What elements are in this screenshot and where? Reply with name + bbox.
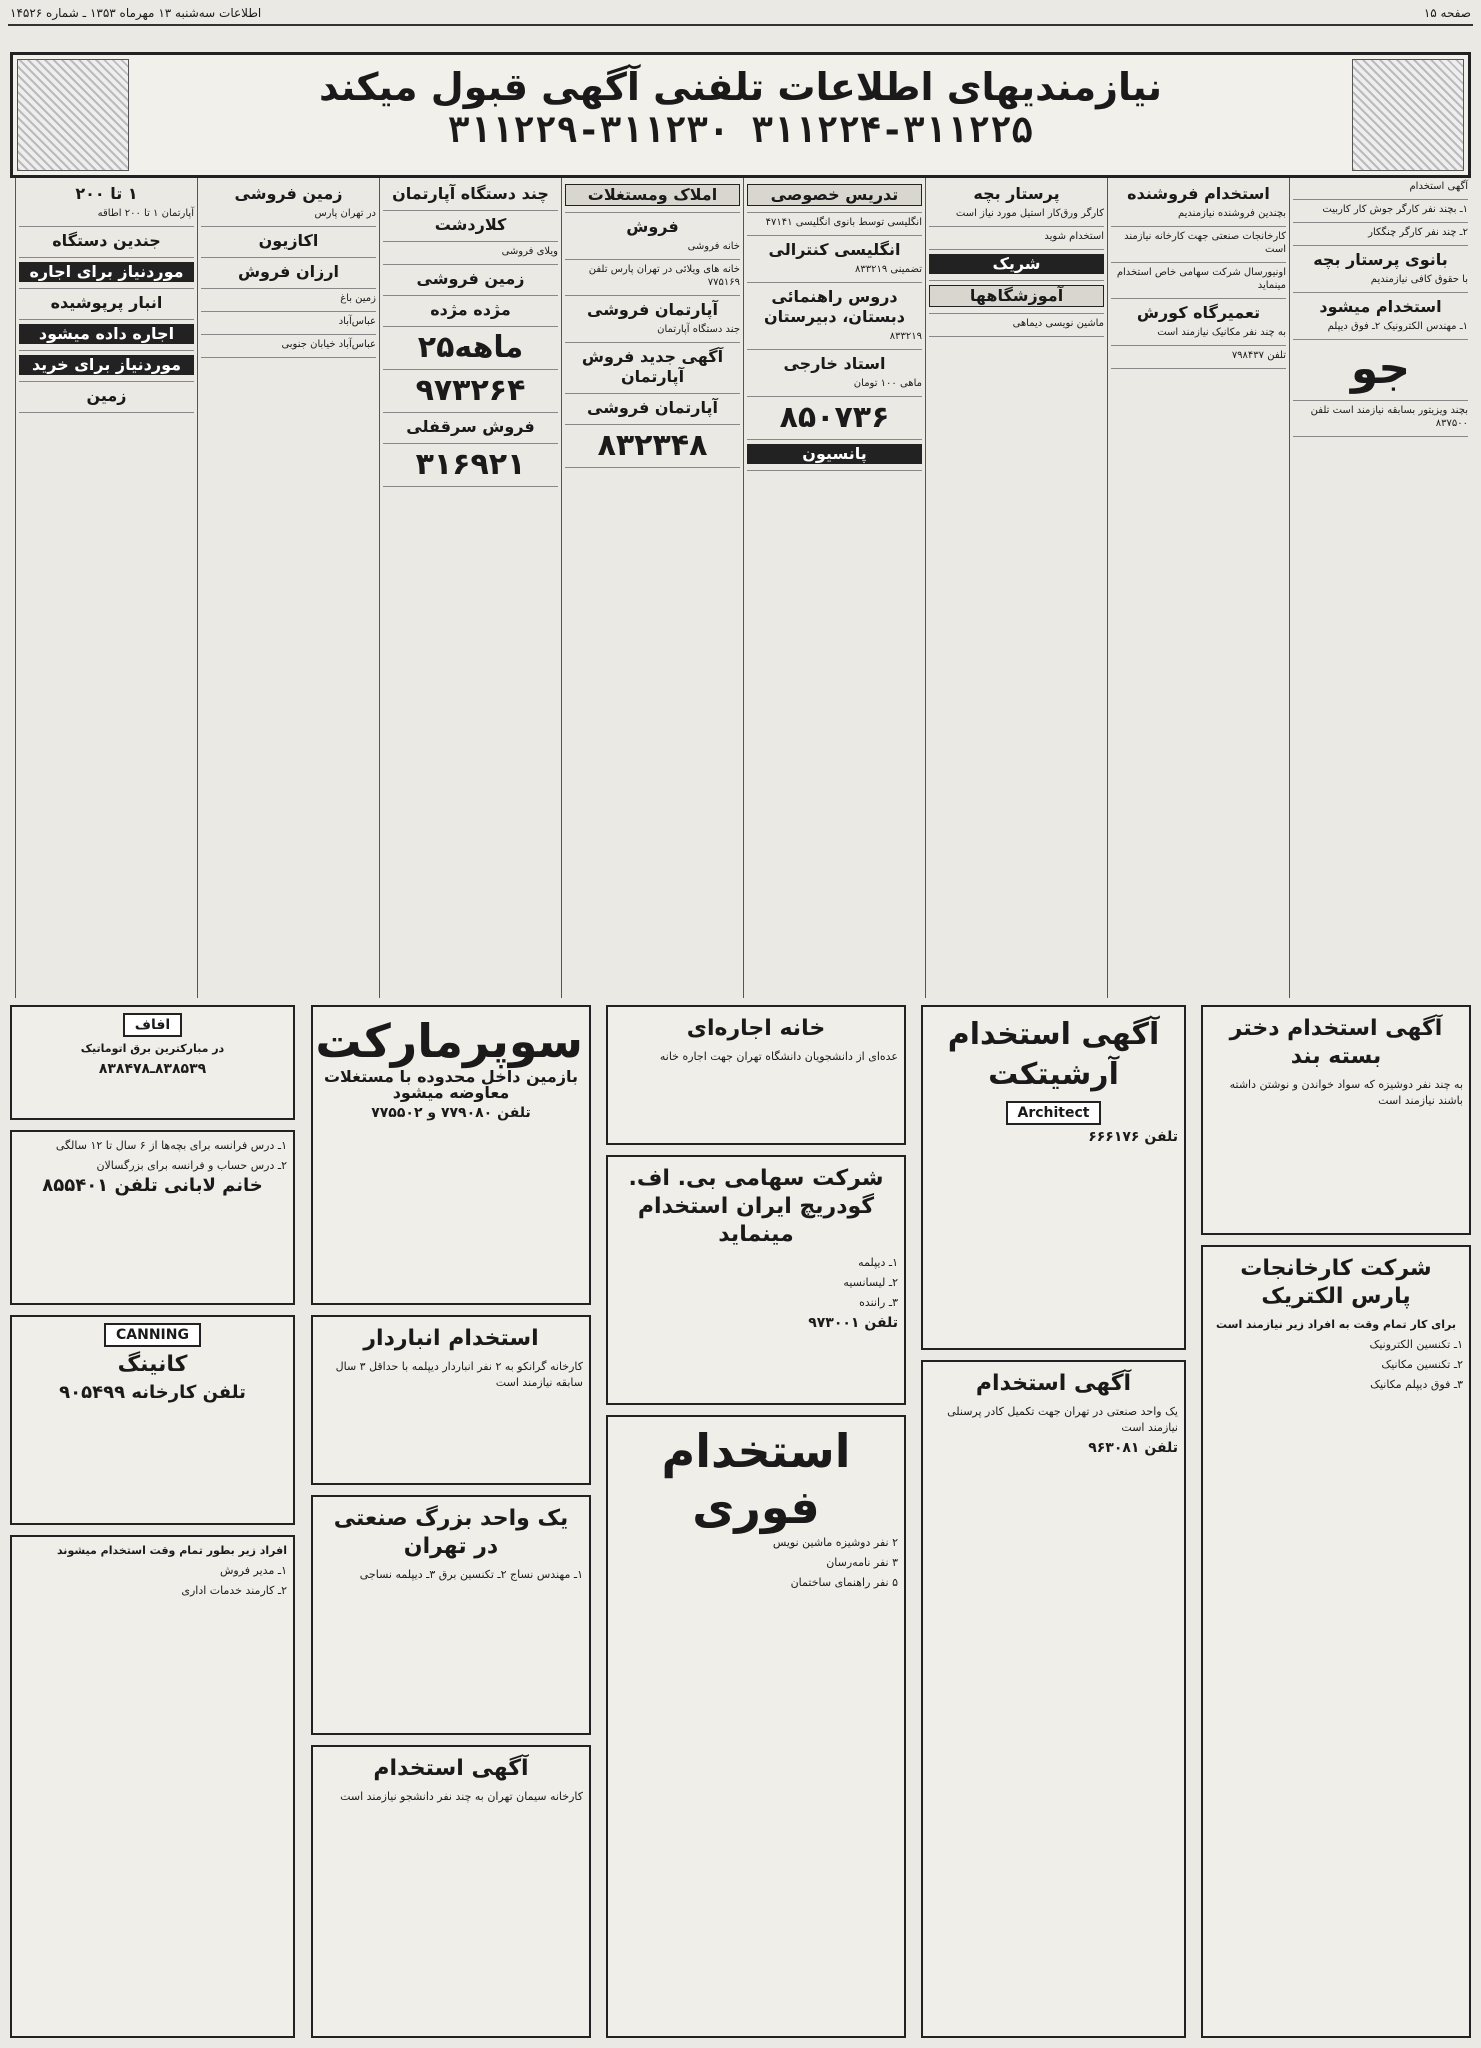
ad-subtitle: برای کار تمام وقت به افراد زیر نیازمند است bbox=[1215, 1318, 1456, 1331]
classified-ad bbox=[929, 230, 1104, 250]
ad-text: ویلای فروشی bbox=[501, 246, 558, 257]
classified-ad bbox=[1111, 303, 1286, 346]
ad-title: استخدام انباردار bbox=[363, 1326, 539, 1351]
ad-text: استخدام شوید bbox=[1044, 231, 1104, 242]
ad-phone: خانم لابانی تلفن ۸۵۵۴۰۱ bbox=[42, 1175, 263, 1196]
classified-ad bbox=[383, 300, 558, 327]
ad-text: آپارتمان ۱ تا ۲۰۰ اطاقه bbox=[97, 208, 194, 219]
ad-heading: تدریس خصوصی bbox=[747, 184, 922, 206]
ad-heading: فروش سرقفلی bbox=[406, 417, 535, 436]
ad-text: آگهی استخدام bbox=[1409, 181, 1468, 192]
ad-text: بازمین داخل محدوده با مستغلات معاوضه میشود bbox=[323, 1067, 579, 1102]
ad-heading: شریک bbox=[929, 254, 1104, 274]
classified-ad bbox=[19, 355, 194, 382]
ad-text: در مبارکترین برق اتوماتیک bbox=[80, 1042, 225, 1055]
hiring-ad-2 bbox=[921, 1360, 1186, 2038]
ad-text: کارخانه سیمان تهران به چند نفر دانشجو نیازمند است bbox=[340, 1790, 583, 1803]
ad-text: عباس‌آباد bbox=[338, 316, 376, 327]
classified-ad bbox=[1293, 344, 1468, 401]
ad-title: خانه اجاره‌ای bbox=[686, 1016, 826, 1041]
classified-ad bbox=[19, 184, 194, 227]
classified-ad bbox=[747, 184, 922, 213]
classified-ad bbox=[747, 240, 922, 283]
ad-text: خانه های ویلائی در تهران پارس تلفن ۷۷۵۱۶۹ bbox=[588, 264, 740, 288]
ad-title: یک واحد بزرگ صنعتی در تهران bbox=[333, 1506, 569, 1559]
staff-list-ad bbox=[10, 1535, 295, 2038]
ad-heading: مژده مژده bbox=[430, 300, 511, 319]
ad-phone: ۸۳۸۵۳۹ـ۸۳۸۴۷۸ bbox=[98, 1061, 207, 1077]
classified-ad bbox=[201, 184, 376, 227]
classified-ad bbox=[201, 338, 376, 358]
ad-heading: جندین دستگاه bbox=[52, 231, 161, 250]
ad-text: عباس‌آباد خیابان جنوبی bbox=[281, 339, 376, 350]
classified-ad bbox=[1293, 180, 1468, 200]
ad-heading: آپارتمان فروشی bbox=[587, 398, 718, 417]
ad-heading: پرستار بچه bbox=[973, 184, 1060, 203]
architect-logo: Architect bbox=[1006, 1101, 1102, 1125]
ad-text: به چند نفر مکانیک نیازمند است bbox=[1157, 327, 1286, 338]
figure-illustration bbox=[17, 59, 129, 171]
ad-text: ماشین نویسی دیماهی bbox=[1012, 318, 1104, 329]
classified-ad bbox=[383, 184, 558, 211]
ad-phone-number: ۳۱۶۹۲۱ bbox=[415, 447, 526, 482]
ad-text: عده‌ای از دانشجویان دانشگاه تهران جهت اجاره خانه bbox=[659, 1050, 898, 1063]
display-ads bbox=[10, 1005, 1471, 2038]
classified-ad bbox=[201, 315, 376, 335]
ad-line: ۲ـ کارمند خدمات اداری bbox=[181, 1584, 287, 1597]
ad-text: ۱ـ بچند نفر کارگر جوش کار کاربیت bbox=[1322, 204, 1468, 215]
ad-text: ۱ـ مهندس نساج ۲ـ تکنسین برق ۳ـ دیپلمه نساجی bbox=[359, 1568, 583, 1581]
classified-column bbox=[379, 178, 561, 998]
ad-heading: آگهی جدید فروش آپارتمان bbox=[581, 347, 724, 386]
ad-text: ۸۳۳۲۱۹ bbox=[889, 331, 922, 342]
ad-heading: زمین فروشی bbox=[234, 184, 343, 203]
ad-title: شرکت کارخانجات پارس الکتریک bbox=[1240, 1256, 1432, 1309]
ad-text: بچندین فروشنده نیازمندیم bbox=[1177, 208, 1286, 219]
urgent-hire-ad bbox=[606, 1415, 906, 2038]
ad-text: جند دستگاه آپارتمان bbox=[657, 324, 740, 335]
ad-text: کارخانه گرانکو به ۲ نفر انباردار دیپلمه با حداقل ۳ سال سابقه نیازمند است bbox=[335, 1360, 583, 1389]
ad-text: کارخانجات صنعتی جهت کارخانه نیازمند است bbox=[1124, 231, 1286, 255]
classified-ad bbox=[1111, 349, 1286, 369]
ad-phone: تلفن ۹۶۳۰۸۱ bbox=[1088, 1440, 1178, 1456]
ad-heading: استخدام فروشنده bbox=[1127, 184, 1270, 203]
classified-ad bbox=[1293, 250, 1468, 293]
banner-headline bbox=[153, 65, 1328, 153]
ad-heading: ارزان فروش bbox=[237, 262, 340, 281]
ad-heading: آپارتمان فروشی bbox=[587, 300, 718, 319]
classified-ad bbox=[1293, 226, 1468, 246]
ad-heading: چند دستگاه آپارتمان bbox=[392, 184, 549, 203]
ad-title: آگهی استخدام آرشیتکت bbox=[947, 1017, 1160, 1092]
classified-ad bbox=[747, 354, 922, 397]
girl-packer-ad bbox=[1201, 1005, 1471, 1235]
classified-ad bbox=[1111, 230, 1286, 263]
classified-ad bbox=[383, 330, 558, 370]
ad-title: استخدام فوری bbox=[661, 1424, 851, 1534]
ad-text: به چند نفر دوشیزه که سواد خواندن و نوشتن داشته باشند نیازمند است bbox=[1229, 1078, 1463, 1107]
ad-heading: آموزشگاهها bbox=[929, 285, 1104, 307]
classified-ad bbox=[383, 447, 558, 487]
classified-column bbox=[925, 178, 1107, 998]
classified-ad bbox=[19, 293, 194, 320]
ad-heading: بانوی پرستار بچه bbox=[1313, 250, 1448, 269]
rental-ad bbox=[606, 1005, 906, 1145]
classified-ad bbox=[565, 263, 740, 296]
ad-title: آگهی استخدام bbox=[975, 1371, 1132, 1396]
classified-ad bbox=[747, 287, 922, 350]
ad-line: ۳ نفر نامه‌رسان bbox=[826, 1556, 898, 1569]
masthead-rule bbox=[8, 24, 1473, 26]
ad-heading: دروس راهنمائی دبستان، دبیرستان bbox=[764, 287, 905, 326]
ad-phone-number: ۲۵ماهه bbox=[417, 330, 524, 365]
classified-column bbox=[15, 178, 197, 998]
architect-ad bbox=[921, 1005, 1186, 1350]
storekeeper-ad bbox=[311, 1315, 591, 1485]
classified-ad bbox=[747, 444, 922, 471]
ad-heading: اکازیون bbox=[258, 231, 319, 250]
classified-ad bbox=[565, 217, 740, 260]
ad-heading: موردنیاز برای اجاره bbox=[19, 262, 194, 282]
classified-column bbox=[197, 178, 379, 998]
ad-line: ۲ نفر دوشیزه ماشین نویس bbox=[772, 1536, 898, 1549]
phone-banner bbox=[10, 52, 1471, 178]
ad-heading: اجاره داده میشود bbox=[19, 324, 194, 344]
ad-text: با حقوق کافی نیازمندیم bbox=[1370, 274, 1468, 285]
afaf-logo: افاف bbox=[123, 1013, 183, 1037]
classified-column bbox=[561, 178, 743, 998]
classified-ad bbox=[747, 400, 922, 440]
ad-line: ۱ـ دیپلمه bbox=[858, 1256, 898, 1269]
ad-text: ۲ـ چند نفر کارگر چنگکار bbox=[1368, 227, 1468, 238]
classified-ad bbox=[1293, 297, 1468, 340]
classified-ad bbox=[565, 184, 740, 213]
classified-ad bbox=[383, 269, 558, 296]
classified-ad bbox=[201, 292, 376, 312]
classified-column bbox=[1289, 178, 1471, 998]
ad-heading: تعمیرگاه کورش bbox=[1136, 303, 1261, 322]
classified-ad bbox=[383, 373, 558, 413]
ad-line: ۱ـ تکنسین الکترونیک bbox=[1369, 1338, 1463, 1351]
classified-ad bbox=[747, 216, 922, 236]
classified-ad bbox=[1111, 184, 1286, 227]
ad-phone-number: ۹۷۳۲۶۴ bbox=[415, 373, 526, 408]
ad-text: انگلیسی توسط بانوی انگلیسی ۴۷۱۴۱ bbox=[765, 217, 922, 228]
ad-heading: انبار پرپوشیده bbox=[50, 293, 163, 312]
ad-title: شرکت سهامی بی. اف. گودریچ ایران استخدام مینماید bbox=[628, 1166, 884, 1247]
ad-text: خانه فروشی bbox=[687, 241, 740, 252]
ad-line: ۱ـ درس فرانسه برای بچه‌ها از ۶ سال تا ۱۲ سالگی bbox=[55, 1139, 287, 1152]
ad-heading: املاک ومستغلات bbox=[565, 184, 740, 206]
ad-line: ۲ـ درس حساب و فرانسه برای بزرگسالان bbox=[96, 1159, 287, 1172]
banner-title: نیازمندیهای اطلاعات تلفنی آگهی قبول میکند bbox=[318, 65, 1163, 109]
ad-title: کانینگ bbox=[117, 1352, 188, 1377]
masthead bbox=[10, 4, 1471, 24]
classified-ad bbox=[19, 386, 194, 413]
ad-text: کارگر ورق‌کار استیل مورد نیاز است bbox=[955, 208, 1104, 219]
classified-ad bbox=[19, 324, 194, 351]
classified-ad bbox=[383, 417, 558, 444]
banner-numbers: ۳۱۱۲۲۴-۳۱۱۲۲۵ ۳۱۱۲۲۹-۳۱۱۲۳۰ bbox=[447, 110, 1034, 151]
page-number: صفحه ۱۵ bbox=[1423, 6, 1471, 20]
classified-ad bbox=[201, 262, 376, 289]
ad-line: ۵ نفر راهنمای ساختمان bbox=[790, 1576, 898, 1589]
ad-text: در تهران پارس bbox=[314, 208, 376, 219]
issue-info: اطلاعات سه‌شنبه ۱۳ مهرماه ۱۳۵۳ ـ شماره ۱۴۵۲۶ bbox=[10, 6, 262, 20]
industrial-unit-ad bbox=[311, 1495, 591, 1735]
ad-heading: استاد خارجی bbox=[783, 354, 886, 373]
classified-ad bbox=[565, 300, 740, 343]
ad-heading: زمین bbox=[86, 386, 127, 405]
ad-phone-number: ۸۵۰۷۳۶ bbox=[779, 400, 890, 435]
classified-ad bbox=[565, 428, 740, 468]
pars-electric-ad bbox=[1201, 1245, 1471, 2038]
ad-heading: پانسیون bbox=[747, 444, 922, 464]
ad-heading: موردنیاز برای خرید bbox=[19, 355, 194, 375]
ad-heading: جو bbox=[1350, 343, 1411, 394]
classified-ad bbox=[383, 215, 558, 242]
canning-ad bbox=[10, 1315, 295, 1525]
ad-line: ۱ـ مدیر فروش bbox=[219, 1564, 287, 1577]
ad-text: زمین باغ bbox=[340, 293, 376, 304]
ad-heading: کلاردشت bbox=[434, 215, 507, 234]
classified-ad bbox=[929, 184, 1104, 227]
french-lessons-ad bbox=[10, 1130, 295, 1305]
ad-text: ماهی ۱۰۰ تومان bbox=[853, 378, 922, 389]
ad-text: یک واحد صنعتی در تهران جهت تکمیل کادر پرسنلی نیازمند است bbox=[947, 1405, 1178, 1434]
canning-logo: CANNING bbox=[104, 1323, 201, 1347]
classified-column bbox=[1107, 178, 1289, 998]
classified-ad bbox=[929, 317, 1104, 337]
classified-ad bbox=[1111, 266, 1286, 299]
ad-phone-number: ۸۳۲۳۴۸ bbox=[597, 428, 708, 463]
bf-goodrich-ad bbox=[606, 1155, 906, 1405]
classified-column bbox=[743, 178, 925, 998]
ad-title: سوپرمارکت bbox=[315, 1014, 583, 1068]
ad-phone: تلفن کارخانه ۹۰۵۴۹۹ bbox=[59, 1382, 246, 1403]
ad-line: ۲ـ تکنسین مکانیک bbox=[1381, 1358, 1463, 1371]
ad-line: ۳ـ فوق دیپلم مکانیک bbox=[1370, 1378, 1463, 1391]
afaf-ad bbox=[10, 1005, 295, 1120]
ad-text: تلفن ۷۹۸۴۳۷ bbox=[1231, 350, 1286, 361]
ad-title: آگهی استخدام دختر بسته بند bbox=[1229, 1016, 1443, 1069]
classified-ad bbox=[1293, 404, 1468, 437]
classified-ad bbox=[19, 231, 194, 258]
ad-heading: زمین فروشی bbox=[416, 269, 525, 288]
ad-heading: استخدام میشود bbox=[1319, 297, 1442, 316]
classified-ad bbox=[929, 254, 1104, 281]
classified-ad bbox=[929, 285, 1104, 314]
supermarket-ad bbox=[311, 1005, 591, 1305]
ad-title: آگهی استخدام bbox=[373, 1756, 529, 1781]
classified-ad bbox=[201, 231, 376, 258]
ad-text: ۱ـ مهندس الکترونیک ۲ـ فوق دیپلم bbox=[1327, 321, 1468, 332]
classified-columns bbox=[10, 178, 1471, 998]
ad-line: ۳ـ راننده bbox=[859, 1296, 898, 1309]
ad-title: افراد زیر بطور تمام وقت استخدام میشوند bbox=[56, 1544, 287, 1557]
ad-heading: ۱ تا ۲۰۰ bbox=[75, 184, 138, 203]
ad-text: بچند ویزیتور بسابقه نیازمند است تلفن ۸۳۷۵۰۰ bbox=[1310, 405, 1468, 429]
ad-text: اونیورسال شرکت سهامی خاص استخدام مینماید bbox=[1116, 267, 1286, 291]
classified-ad bbox=[565, 398, 740, 425]
hiring-notice-ad bbox=[311, 1745, 591, 2038]
ad-phone: تلفن ۶۶۶۱۷۶ bbox=[1088, 1129, 1178, 1145]
ad-phone: تلفن ۷۷۹۰۸۰ و ۷۷۵۵۰۲ bbox=[371, 1105, 531, 1121]
ad-heading: انگلیسی کنترالی bbox=[768, 240, 901, 259]
ad-line: ۲ـ لیسانسیه bbox=[843, 1276, 898, 1289]
ad-phone: تلفن ۹۷۳۰۰۱ bbox=[808, 1315, 898, 1331]
classified-ad bbox=[1293, 203, 1468, 223]
classified-ad bbox=[19, 262, 194, 289]
family-illustration bbox=[1352, 59, 1464, 171]
ad-heading: فروش bbox=[626, 217, 679, 236]
classified-ad bbox=[565, 347, 740, 394]
ad-text: تضمینی ۸۳۳۲۱۹ bbox=[854, 264, 922, 275]
classified-ad bbox=[383, 245, 558, 265]
